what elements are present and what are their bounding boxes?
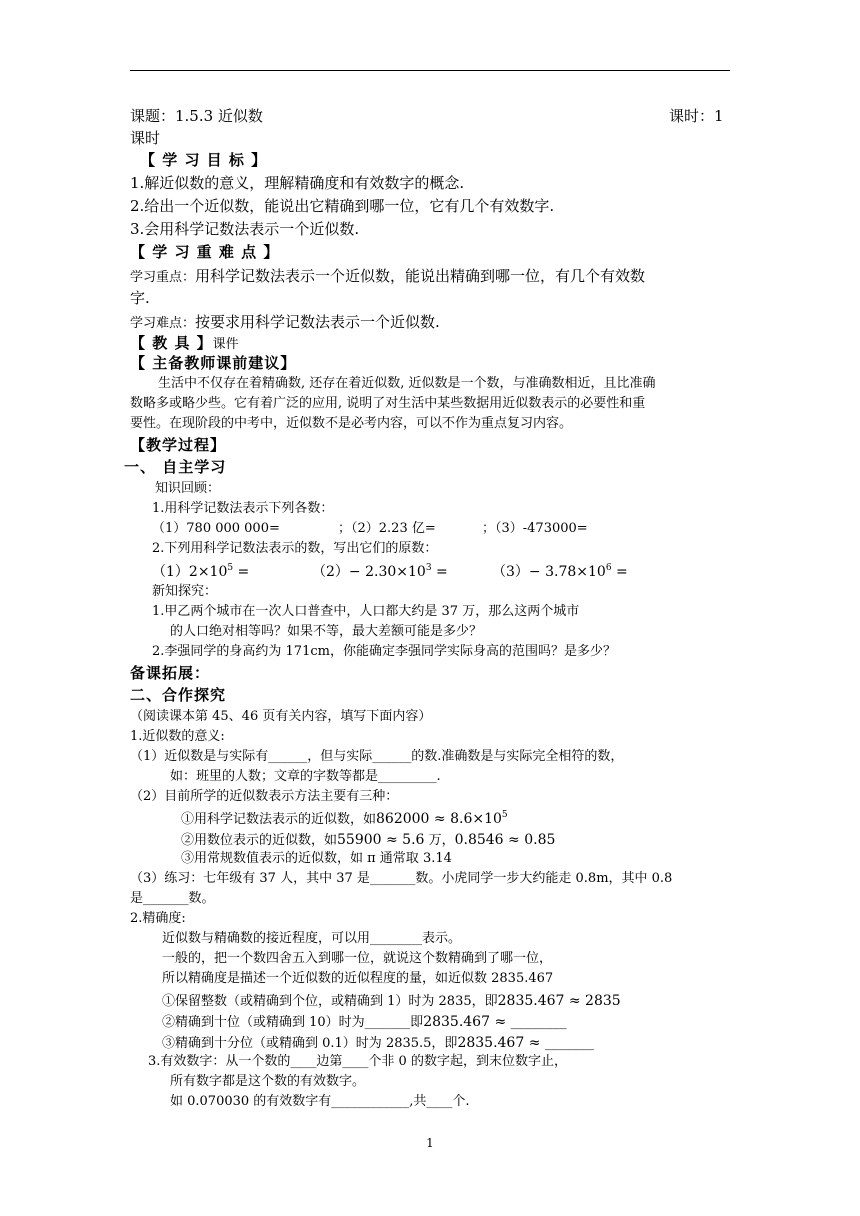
focus-line bbox=[130, 268, 645, 284]
lesson-period: 课时：1 bbox=[669, 107, 724, 125]
precision-6: ③精确到十分位（或精确到 0.1）时为 2835.5，即2835.467 ≈ _______ bbox=[162, 1035, 594, 1051]
sigfig-2: 所有数字都是这个数的有效数字。 bbox=[170, 1074, 366, 1089]
objective-item: 3.会用科学记数法表示一个近似数. bbox=[130, 220, 360, 238]
extension-heading: 备课拓展： bbox=[130, 664, 211, 682]
page-number: 1 bbox=[426, 1136, 434, 1150]
advice-line: 生活中不仅存在着精确数, 还存在着近似数, 近似数是一个数，与准确数相近，且比准确 bbox=[158, 376, 656, 391]
tools-heading: 【 教 具 】 bbox=[130, 334, 213, 352]
focus-label: 学习重点： bbox=[130, 270, 196, 285]
objectives-heading: 【 学 习 目 标 】 bbox=[140, 151, 268, 169]
sigfig-3: 如 0.070030 的有效数字有____________,共____个. bbox=[170, 1094, 470, 1109]
meaning-2: （2）目前所学的近似数表示方法主要有三种： bbox=[130, 789, 399, 804]
difficulty-line bbox=[130, 314, 440, 330]
tools-line bbox=[130, 335, 239, 351]
difficulty-text: 按要求用科学记数法表示一个近似数. bbox=[195, 313, 440, 331]
new-q2: 2.李强同学的身高约为 171cm，你能确定李强同学实际身高的范围吗？是多少？ bbox=[152, 644, 616, 659]
meaning-2-c: ③用常规数值表示的近似数，如 π 通常取 3.14 bbox=[181, 851, 452, 866]
new-label: 新知探究： bbox=[152, 584, 218, 599]
lesson-topic: 课题：1.5.3 近似数 bbox=[130, 107, 263, 125]
new-q1-cont: 的人口绝对相等吗？如果不等，最大差额可能是多少？ bbox=[170, 624, 483, 639]
advice-heading: 【 主备教师课前建议】 bbox=[130, 354, 297, 372]
precision-1: 近似数与精确数的接近程度，可以用________表示。 bbox=[162, 931, 462, 946]
review-q2-b: $(2)- 2.30\times 10^3$ = bbox=[312, 563, 448, 580]
advice-line: 要性。在现阶段的中考中，近似数不是必考内容，可以不作为重点复习内容。 bbox=[130, 416, 573, 431]
review-q1-c: ；（3）-473000= bbox=[482, 521, 588, 536]
advice-line: 数略多或略少些。它有着广泛的应用, 说明了对生活中某些数据用近似数表示的必要性和重 bbox=[130, 396, 646, 411]
review-q2: 2.下列用科学记数法表示的数，写出它们的原数： bbox=[152, 541, 438, 556]
review-label: 知识回顾： bbox=[155, 481, 221, 496]
focus-text: 用科学记数法表示一个近似数，能说出精确到哪一位，有几个有效数 bbox=[195, 267, 646, 285]
meaning-3-cont: 是_______数。 bbox=[130, 891, 215, 906]
new-q1: 1.甲乙两个城市在一次人口普查中，人口都大约是 37 万，那么这两个城市 bbox=[152, 604, 580, 619]
precision-title: 2.精确度: bbox=[130, 911, 186, 926]
precision-5: ②精确到十位（或精确到 10）时为_______即2835.467 ≈ ________ bbox=[162, 1014, 567, 1030]
precision-4: ①保留整数（或精确到个位，或精确到 1）时为 2835，即2835.467 ≈ 2835 bbox=[162, 993, 621, 1009]
review-q2-c: $(3)- 3.78\times 10^6$ = bbox=[492, 563, 628, 580]
tools-text: 课件 bbox=[212, 337, 239, 352]
precision-3: 所以精确度是描述一个近似数的近似程度的量，如近似数 2835.467 bbox=[162, 971, 554, 986]
sigfig-1: 3.有效数字：从一个数的____边第____个非 0 的数字起，到末位数字止， bbox=[148, 1054, 567, 1069]
meaning-2-a: ①用科学记数法表示的近似数，如$862000 \approx 8.6\times 10^5$ bbox=[181, 810, 508, 827]
difficulty-label: 学习难点： bbox=[130, 316, 196, 331]
review-q1-b: ；（2）2.23 亿= bbox=[338, 521, 436, 536]
meaning-title: 1.近似数的意义: bbox=[130, 729, 225, 744]
meaning-1: （1）近似数是与实际有______，但与实际______的数.准确数是与实际完全相符的数， bbox=[130, 749, 624, 764]
process-heading: 【教学过程】 bbox=[130, 436, 227, 454]
focus-text-cont: 字. bbox=[130, 289, 150, 307]
section1-title: 一、 自主学习 bbox=[124, 458, 227, 476]
header-rule bbox=[130, 70, 730, 71]
objective-item: 1.解近似数的意义，理解精确度和有效数字的概念. bbox=[130, 174, 465, 192]
review-q1-a: （1）780 000 000= bbox=[152, 521, 280, 536]
meaning-3: （3）练习：七年级有 37 人，其中 37 是_______数。小虎同学一步大约能走 0.8m，其中 0.8 bbox=[130, 871, 673, 886]
meaning-1-cont: 如：班里的人数；文章的字数等都是_________. bbox=[170, 769, 441, 784]
lesson-period-unit: 课时 bbox=[130, 129, 161, 147]
keypoints-heading: 【 学 习 重 难 点 】 bbox=[130, 243, 280, 261]
review-q2-a: $(1)2\times 10^5$ = bbox=[152, 563, 250, 580]
section2-title: 二、合作探究 bbox=[130, 686, 227, 704]
precision-2: 一般的，把一个数四舍五入到哪一位，就说这个数精确到了哪一位， bbox=[162, 951, 553, 966]
objective-item: 2.给出一个近似数，能说出它精确到哪一位，它有几个有效数字. bbox=[130, 197, 555, 215]
review-q1: 1.用科学记数法表示下列各数： bbox=[152, 501, 334, 516]
section2-note: （阅读课本第 45、46 页有关内容，填写下面内容） bbox=[130, 709, 432, 724]
meaning-2-b: ②用数位表示的近似数，如55900 ≈ 5.6 万，0.8546 ≈ 0.85 bbox=[181, 832, 556, 848]
